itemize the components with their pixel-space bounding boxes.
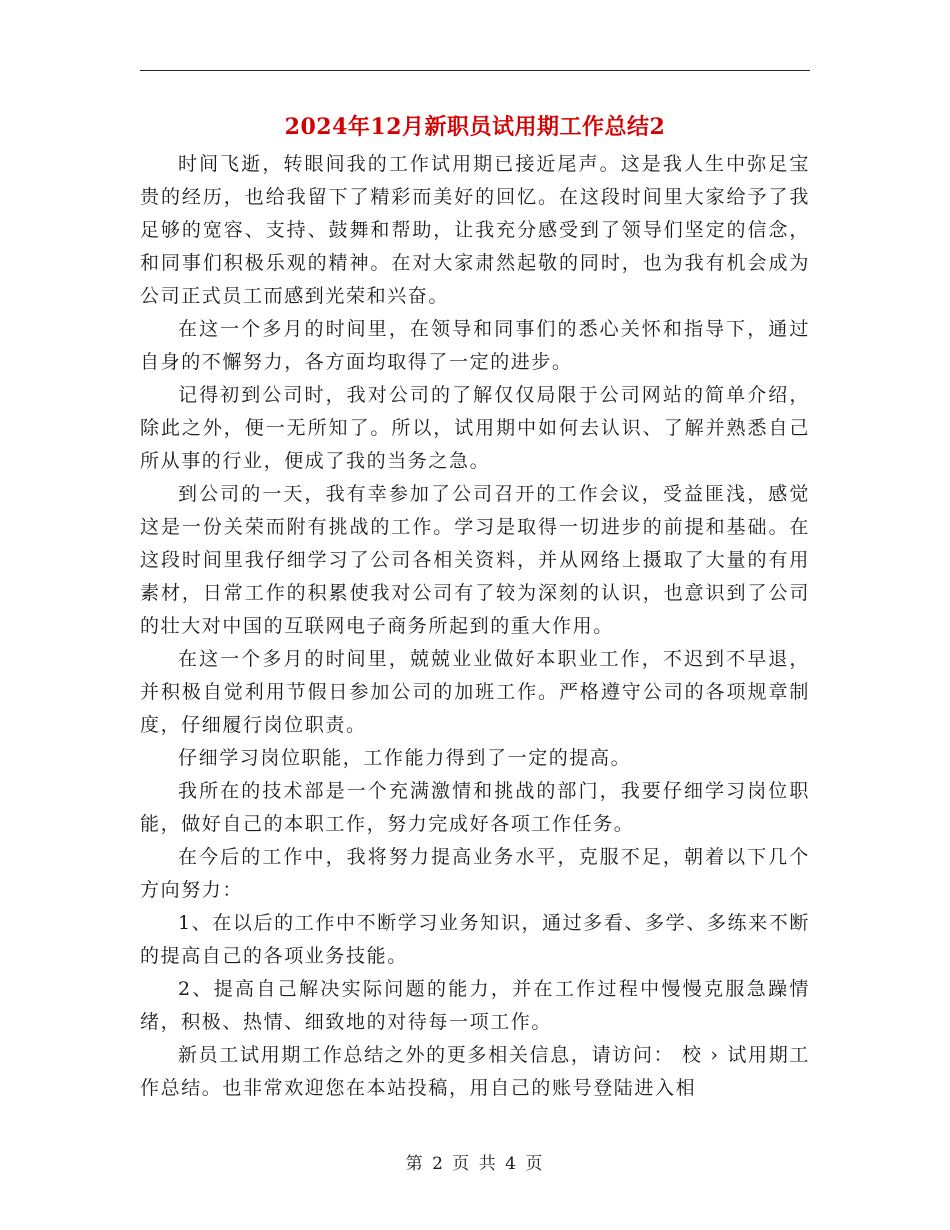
paragraph: 到公司的一天，我有幸参加了公司召开的工作会议，受益匪浅，感觉这是一份关荣而附有挑战的工作。学习是取得一切进步的前提和基础。在这段时间里我仔细学习了公司各相关资料，并从网络上摄取了大量的有用素材，日常工作的积累使我对公司有了较为深刻的认识，也意识到了公司的壮大对中国的互联网电子商务所起到的重大作用。 bbox=[140, 483, 810, 637]
paragraph: 在这一个多月的时间里，兢兢业业做好本职业工作，不迟到不早退，并积极自觉利用节假日参加公司的加班工作。严格遵守公司的各项规章制度，仔细履行岗位职责。 bbox=[140, 648, 810, 736]
paragraph: 在今后的工作中，我将努力提高业务水平，克服不足，朝着以下几个方向努力： bbox=[140, 846, 810, 901]
list-item-1: 1、在以后的工作中不断学习业务知识，通过多看、多学、多练来不断的提高自己的各项业务技能。 bbox=[140, 912, 810, 967]
paragraph: 我所在的技术部是一个充满激情和挑战的部门，我要仔细学习岗位职能，做好自己的本职工作，努力完成好各项工作任务。 bbox=[140, 780, 810, 835]
page-number: 第 2 页 共 4 页 bbox=[405, 1154, 545, 1174]
paragraph: 记得初到公司时，我对公司的了解仅仅局限于公司网站的简单介绍，除此之外，便一无所知了。所以，试用期中如何去认识、了解并熟悉自己所从事的行业，便成了我的当务之急。 bbox=[140, 384, 810, 472]
paragraph-related-info: 新员工试用期工作总结之外的更多相关信息，请访问： 校 › 试用期工作总结。也非常欢迎您在本站投稿，用自己的账号登陆进入相 bbox=[140, 1044, 810, 1099]
document-body bbox=[140, 148, 810, 1105]
header-rule bbox=[140, 70, 810, 71]
paragraph: 时间飞逝，转眼间我的工作试用期已接近尾声。这是我人生中弥足宝贵的经历，也给我留下了精彩而美好的回忆。在这段时间里大家给予了我足够的宽容、支持、鼓舞和帮助，让我充分感受到了领导们坚定的信念，和同事们积极乐观的精神。在对大家肃然起敬的同时，也为我有机会成为公司正式员工而感到光荣和兴奋。 bbox=[140, 153, 810, 307]
document-title: 2024年12月新职员试用期工作总结2 bbox=[284, 114, 666, 140]
paragraph: 仔细学习岗位职能，工作能力得到了一定的提高。 bbox=[178, 747, 632, 769]
paragraph: 在这一个多月的时间里，在领导和同事们的悉心关怀和指导下，通过自身的不懈努力，各方面均取得了一定的进步。 bbox=[140, 318, 810, 373]
list-item-2: 2、提高自己解决实际问题的能力，并在工作过程中慢慢克服急躁情绪，积极、热情、细致地的对待每一项工作。 bbox=[140, 978, 810, 1033]
